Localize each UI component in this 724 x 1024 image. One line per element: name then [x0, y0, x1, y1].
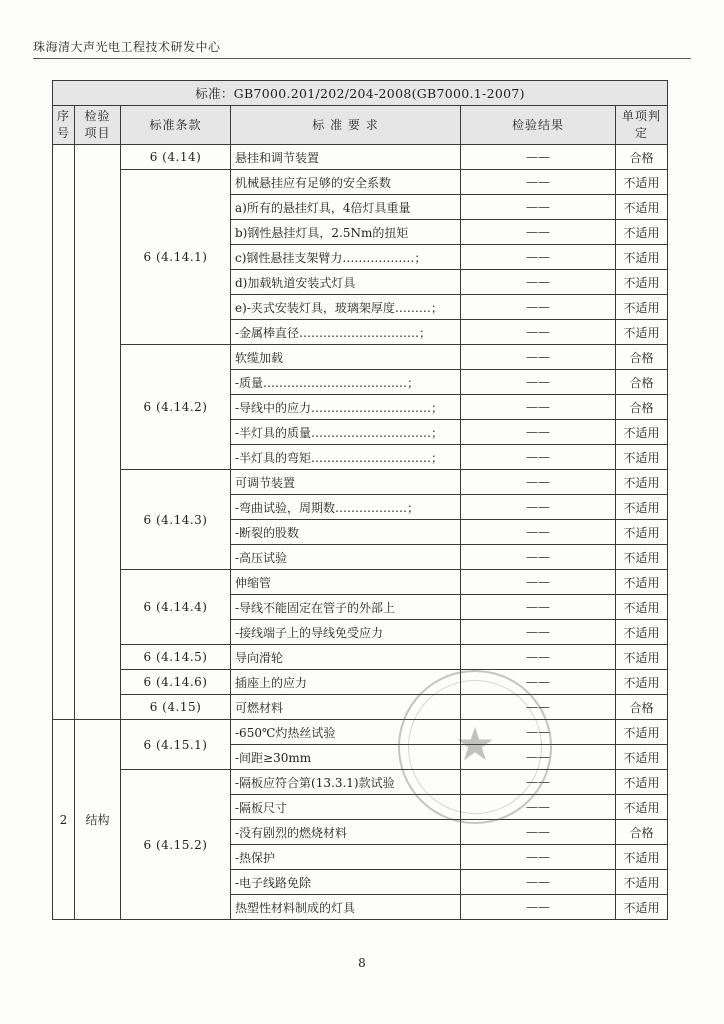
result-cell: ——	[461, 595, 616, 620]
standard-title-row	[53, 81, 668, 106]
result-cell: ——	[461, 420, 616, 445]
clause-cell: 6 (4.15)	[121, 695, 231, 720]
verdict-cell: 不适用	[616, 645, 668, 670]
organization-header: 珠海清大声光电工程技术研发中心	[33, 40, 221, 54]
clause-cell: 6 (4.14.4)	[121, 570, 231, 645]
verdict-cell: 不适用	[616, 595, 668, 620]
verdict-cell: 不适用	[616, 720, 668, 745]
result-cell: ——	[461, 770, 616, 795]
requirement-cell: -电子线路免除	[231, 870, 461, 895]
verdict-cell: 不适用	[616, 445, 668, 470]
result-cell: ——	[461, 520, 616, 545]
clause-cell: 6 (4.14)	[121, 145, 231, 170]
col-result: 检验结果	[461, 106, 616, 145]
verdict-cell: 合格	[616, 395, 668, 420]
requirement-cell: 悬挂和调节装置	[231, 145, 461, 170]
table-row	[53, 570, 668, 595]
requirement-cell: -隔板应符合第(13.3.1)款试验	[231, 770, 461, 795]
requirement-cell: -高压试验	[231, 545, 461, 570]
result-cell: ——	[461, 145, 616, 170]
verdict-cell: 不适用	[616, 420, 668, 445]
result-cell: ——	[461, 720, 616, 745]
seq-cell	[53, 145, 75, 720]
check-item-cell: 结构	[75, 720, 121, 920]
verdict-cell: 不适用	[616, 620, 668, 645]
requirement-cell: 软缆加载	[231, 345, 461, 370]
requirement-cell: -间距≥30mm	[231, 745, 461, 770]
requirement-cell: d)加载轨道安装式灯具	[231, 270, 461, 295]
requirement-cell: e)-夹式安装灯具，玻璃架厚度………；	[231, 295, 461, 320]
table-row	[53, 345, 668, 370]
result-cell: ——	[461, 345, 616, 370]
verdict-cell: 不适用	[616, 545, 668, 570]
result-cell: ——	[461, 220, 616, 245]
column-header-row	[53, 106, 668, 145]
col-verdict: 单项判定	[616, 106, 668, 145]
verdict-cell: 不适用	[616, 495, 668, 520]
requirement-cell: -热保护	[231, 845, 461, 870]
col-seq: 序号	[53, 106, 75, 145]
requirement-cell: 热塑性材料制成的灯具	[231, 895, 461, 920]
result-cell: ——	[461, 495, 616, 520]
col-requirement: 标 准 要 求	[231, 106, 461, 145]
verdict-cell: 不适用	[616, 870, 668, 895]
result-cell: ——	[461, 845, 616, 870]
verdict-cell: 不适用	[616, 170, 668, 195]
requirement-cell: -质量………………………………；	[231, 370, 461, 395]
result-cell: ——	[461, 745, 616, 770]
verdict-cell: 不适用	[616, 795, 668, 820]
star-icon: ★	[454, 717, 496, 771]
verdict-cell: 不适用	[616, 520, 668, 545]
requirement-cell: -650℃灼热丝试验	[231, 720, 461, 745]
clause-cell: 6 (4.14.3)	[121, 470, 231, 570]
clause-cell: 6 (4.14.2)	[121, 345, 231, 470]
result-cell: ——	[461, 170, 616, 195]
check-item-cell	[75, 145, 121, 720]
verdict-cell: 不适用	[616, 270, 668, 295]
verdict-cell: 不适用	[616, 570, 668, 595]
verdict-cell: 不适用	[616, 845, 668, 870]
requirement-cell: -接线端子上的导线免受应力	[231, 620, 461, 645]
result-cell: ——	[461, 295, 616, 320]
result-cell: ——	[461, 545, 616, 570]
verdict-cell: 不适用	[616, 745, 668, 770]
verdict-cell: 不适用	[616, 470, 668, 495]
requirement-cell: -导线中的应力…………………………；	[231, 395, 461, 420]
result-cell: ——	[461, 395, 616, 420]
requirement-cell: b)钢性悬挂灯具，2.5Nm的扭矩	[231, 220, 461, 245]
requirement-cell: 导向滑轮	[231, 645, 461, 670]
table-row	[53, 470, 668, 495]
table-row	[53, 170, 668, 195]
result-cell: ——	[461, 470, 616, 495]
result-cell: ——	[461, 820, 616, 845]
col-check-item: 检验项目	[75, 106, 121, 145]
requirement-cell: 插座上的应力	[231, 670, 461, 695]
requirement-cell: -导线不能固定在管子的外部上	[231, 595, 461, 620]
verdict-cell: 合格	[616, 345, 668, 370]
requirement-cell: -半灯具的弯矩…………………………；	[231, 445, 461, 470]
verdict-cell: 不适用	[616, 295, 668, 320]
requirement-cell: -金属棒直径…………………………；	[231, 320, 461, 345]
verdict-cell: 合格	[616, 145, 668, 170]
result-cell: ——	[461, 645, 616, 670]
requirement-cell: -断裂的股数	[231, 520, 461, 545]
requirement-cell: a)所有的悬挂灯具，4倍灯具重量	[231, 195, 461, 220]
result-cell: ——	[461, 795, 616, 820]
clause-cell: 6 (4.15.2)	[121, 770, 231, 920]
result-cell: ——	[461, 370, 616, 395]
requirement-cell: -弯曲试验，周期数………………；	[231, 495, 461, 520]
result-cell: ——	[461, 620, 616, 645]
result-cell: ——	[461, 670, 616, 695]
requirement-cell: -隔板尺寸	[231, 795, 461, 820]
verdict-cell: 不适用	[616, 770, 668, 795]
page-number: 8	[358, 956, 366, 970]
table-row	[53, 770, 668, 795]
table-row	[53, 645, 668, 670]
verdict-cell: 不适用	[616, 220, 668, 245]
result-cell: ——	[461, 870, 616, 895]
table-row	[53, 145, 668, 170]
verdict-cell: 不适用	[616, 670, 668, 695]
result-cell: ——	[461, 695, 616, 720]
col-clause: 标准条款	[121, 106, 231, 145]
result-cell: ——	[461, 895, 616, 920]
result-cell: ——	[461, 195, 616, 220]
verdict-cell: 不适用	[616, 195, 668, 220]
clause-cell: 6 (4.15.1)	[121, 720, 231, 770]
requirement-cell: 可调节装置	[231, 470, 461, 495]
requirement-cell: -没有剧烈的燃烧材料	[231, 820, 461, 845]
result-cell: ——	[461, 320, 616, 345]
result-cell: ——	[461, 570, 616, 595]
verdict-cell: 不适用	[616, 895, 668, 920]
requirement-cell: -半灯具的质量…………………………；	[231, 420, 461, 445]
verdict-cell: 不适用	[616, 245, 668, 270]
requirement-cell: 机械悬挂应有足够的安全系数	[231, 170, 461, 195]
requirement-cell: 伸缩管	[231, 570, 461, 595]
clause-cell: 6 (4.14.5)	[121, 645, 231, 670]
seq-cell: 2	[53, 720, 75, 920]
requirement-cell: 可燃材料	[231, 695, 461, 720]
verdict-cell: 合格	[616, 695, 668, 720]
table-row	[53, 695, 668, 720]
verdict-cell: 合格	[616, 370, 668, 395]
result-cell: ——	[461, 270, 616, 295]
result-cell: ——	[461, 445, 616, 470]
clause-cell: 6 (4.14.1)	[121, 170, 231, 345]
verdict-cell: 合格	[616, 820, 668, 845]
result-cell: ——	[461, 245, 616, 270]
verdict-cell: 不适用	[616, 320, 668, 345]
table-row	[53, 720, 668, 745]
table-row	[53, 670, 668, 695]
clause-cell: 6 (4.14.6)	[121, 670, 231, 695]
header-divider	[33, 58, 691, 59]
requirement-cell: c)钢性悬挂支架臂力………………；	[231, 245, 461, 270]
inspection-table	[52, 80, 668, 920]
standard-title: 标准：GB7000.201/202/204-2008(GB7000.1-2007)	[53, 81, 668, 106]
